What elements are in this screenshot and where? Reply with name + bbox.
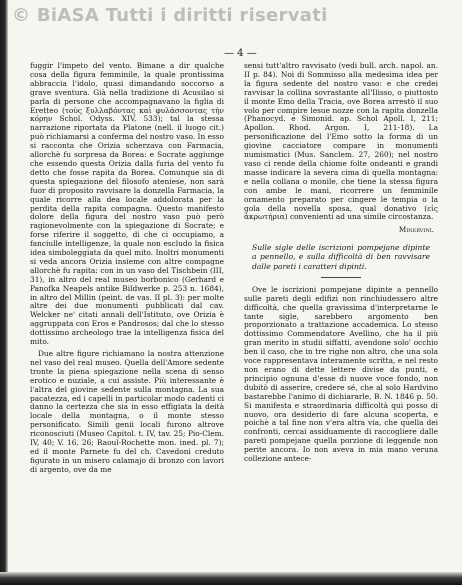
- page-bottom-edge-shadow: [0, 572, 462, 585]
- left-paragraph-2: Due altre figure richiamano la nostra attenzione nel vaso del real museo. Quella dell'Amore sedente tronte la piena spiegazione nella scena di senso erotico e nuziale, a cui assiste. Più interessante è l'altra del giovine sedente sulla montagna. La sua pacatezza, ed i capelli in particolar modo cadenti ci danno la certezza che sia in esso effigiata la deità locale della montagna, o il monte stesso personificato. Simili genii locali furono altrove riconosciuti (Museo Capitol. t. IV, tav. 25; Pio-Clem. IV, 40; V. 16, 26; Raoul-Rochette mon. ined. pl. 7); ed il monte Parnete fu del ch. Cavedoni creduto figurato in un misero calamajo di bronzo con lavori di argento, ove da me: [30, 349, 224, 474]
- right-paragraph-2: Ove le iscrizioni pompejane dipinte a pennello sulle pareti degli edifizi non rinchiudessero altre difficoltà, che quella gravissima d'interpretarne le tante sigle, sarebbero argomento ben proporzionato a trattazione accademica. Lo stesso dottissimo Commendatore Avellino, che ha il più gran merito in studii siffatti, avendone solo' occhio ben il caso, che in tre righe non altro, che una sola voce rappresentava interamente scritta, e nel resto non erano di dette lettere divise da punti, e principio ognuna d'esse di nuove voce fondo, non dubitò di asserire, credere sé, che al solo Hardvino bastarebbe l'animo di dichiararle, B. N. 1846 p. 50. Si manifesta e straordinaria difficoltà qui posso di nuovo, ora desiderio di fare alcuna scoperta, e poichè a tal fine non v'era altra via, che quella dei confronti, cercai assiduamente di raccogliere dalle pareti pompejane quella porzione di leggende non perite ancora. Io non aveva in mia mano veruna collezione antece-: [244, 284, 438, 464]
- article-heading: Sulle sigle delle iscrizioni pompejane dipinte a pennello, e sulla difficoltà di ben ravvisare dalle pareti i caratteri dipinti.: [252, 243, 430, 278]
- right-paragraph-1: sensi tutt'altro ravvisato (vedi bull. arch. napol. an. II p. 84). Noi di Sommisso alla medesima idea per la figura sedente del nostro vaso: e che credei ravvisar la collina sovrastante all'Ilisso, o piuttosto il monte Emo della Tracia, ove Borea arrestò il suo volo per compire lesue nozze con la rapita donzella (Phanocyd. e Simonid. ap. Schol Apoll. I, 211; Apollon. Rhod. Argon. I, 211-18). La personificazione del l'Emo sotto la forma di un giovine cacciatore compare in monumenti numismatici (Mus. Sanclem. 27, 260); nel nostro vaso ci rende della chiome folte ondeanti e grandi masse indicare la severa cima di quella montagna: e nella collana o monile, che tiene la stessa figura con ambe le mani, ricorrere un femminile ornamento preparato per cingere le tempia o la gola della novella sposa, qual donativo (εἰς ἀκρωτήρια) convenienti ad una simile circostanza.: [244, 62, 438, 222]
- left-text-column: [30, 62, 224, 567]
- author-signature: Minervini.: [398, 225, 434, 235]
- copyright-watermark: © BiASA Tutti i diritti riservati: [12, 5, 328, 26]
- page-number: — 4 —: [224, 48, 257, 59]
- right-text-column: [244, 62, 438, 567]
- page-left-edge-shadow: [0, 0, 8, 585]
- left-paragraph-1: fuggir l'impeto del vento. Bimane a dir qualche cosa della figura femminile, la quale prontissima abbraccia l'idolo, quasi dimandando soccorso a grave sventura. Già nella tradizione di Acusilao si parla di persone che accompagnavano la figlia di Eretteo (τοὺς ξυλλαβόντας καὶ φυλάσσοντας τὴν κόρην Schol. Odyss. XIV, 533); tal la stessa narrazione riportata da Platone (nell. il luogo cit.) può richiamarsi a conferma del nostro vaso. In esso si racconta che Orizia scherzava con Farmacia, allorchè fu sorpresa da Borea: e Socrate aggiunge che essendo questa Orizia dalla furia del vento fu detto che fosse rapita da Borea. Comunque sia di questa spiegazione del filosofo ateniese, non sarà fuor di proposito ravvisare la donzella Farmacia, la quale ricorre alla dea locale addolorata per la perdita della rapita compagna. Questo manifesto dolore della figura del nostro vaso può però ragionevolmente con la spiegazione di Socrate; e forse riferire il soggetto, di che ci occupiamo, a fanciulle intelligenze, la quale non escludo la fisica idea simboleggiata da quel mito. Inoltri monumenti si veda ancora Orizia insieme con altre compagne allorchè fu rapita: con in un vaso del Tischbein (III, 31), in altro del real museo borbonico (Gerhard e Panofka Neapels antike Bildwerke p. 253 n. 1684), in altro del Millin (peint. de vas. II pl. 3): per molte altre dei due monumenti pubblicati dal cav. Welcker ne' citati annali dell'Istituto, ove Orizia è aggruppata con Eros e Pandrosos; dal che lo stesso dottissimo archeologo trae la intelligenza fisica del mito.: [30, 62, 224, 347]
